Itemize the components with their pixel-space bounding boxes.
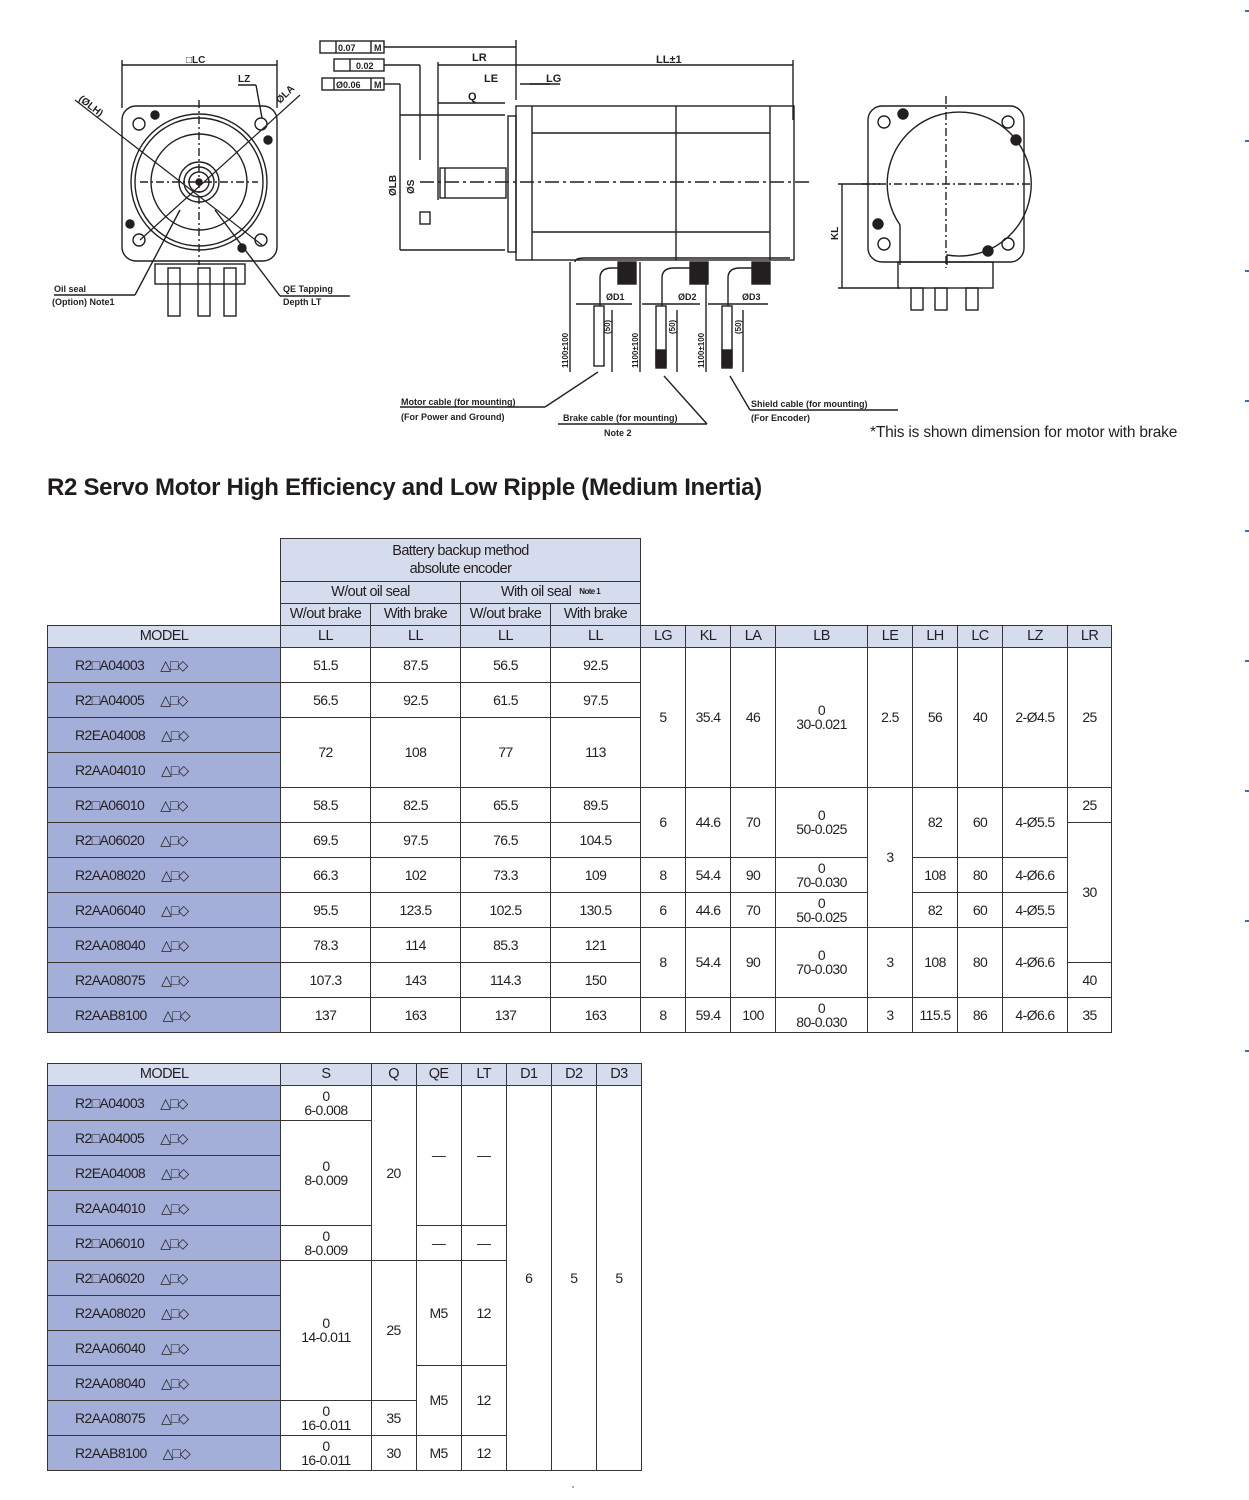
svg-text:(50): (50) — [734, 319, 743, 334]
svg-text:ØLA: ØLA — [274, 83, 298, 107]
model-cell: R2AA08020 △□◇ — [48, 858, 281, 893]
svg-text:M: M — [374, 80, 382, 90]
table-row: R2□A06010 △□◇ 58.5 82.5 65.5 89.5 6 44.6 70 0 50-0.025 3 82 60 4-Ø5.5 25 — [48, 788, 1112, 823]
brake-dimension-note: *This is shown dimension for motor with brake — [870, 424, 1178, 441]
model-cell: R2AAB8100 △□◇ — [48, 1436, 281, 1471]
model-cell: R2□A06020 △□◇ — [48, 1261, 281, 1296]
table-row: R2AA08020 △□◇ 66.3 102 73.3 109 8 54.4 90 0 70-0.030 108 80 4-Ø6.6 — [48, 858, 1112, 893]
table-row: R2□A04005 △□◇ 0 8-0.009 — [48, 1121, 642, 1156]
edge-tick — [1245, 530, 1249, 532]
svg-text:(Option) Note1: (Option) Note1 — [52, 297, 115, 307]
brake-header: W/out brake — [461, 604, 551, 626]
table-row: R2AA08040 △□◇ M5 12 — [48, 1366, 642, 1401]
col-header: LZ — [1003, 626, 1068, 648]
col-header: LL — [281, 626, 371, 648]
edge-tick — [1245, 10, 1249, 12]
col-header: LB — [776, 626, 868, 648]
model-cell: R2AA08040 △□◇ — [48, 1366, 281, 1401]
model-cell: R2□A04005 △□◇ — [48, 1121, 281, 1156]
svg-text:LE: LE — [484, 73, 499, 85]
edge-tick — [1245, 1050, 1249, 1052]
svg-text:Brake cable (for mounting): Brake cable (for mounting) — [563, 413, 678, 423]
side-view — [320, 40, 898, 438]
svg-text:□LC: □LC — [186, 55, 206, 66]
svg-text:Ø0.06: Ø0.06 — [336, 80, 361, 90]
model-cell: R2AA08040 △□◇ — [48, 928, 281, 963]
rear-view — [830, 96, 1032, 310]
col-header: LA — [731, 626, 776, 648]
model-cell: R2AAB8100 △□◇ — [48, 998, 281, 1033]
svg-text:ØD1: ØD1 — [606, 292, 625, 302]
model-cell: R2□A04003 △□◇ — [48, 648, 281, 683]
col-header: Q — [371, 1064, 416, 1086]
column-headers — [48, 626, 1112, 648]
svg-text:1100±100: 1100±100 — [697, 332, 706, 368]
edge-tick — [1245, 400, 1249, 402]
edge-tick — [1245, 790, 1249, 792]
group-header: Battery backup method absolute encoder — [281, 539, 641, 582]
column-headers — [48, 1064, 642, 1086]
table-row: R2□A04005 △□◇ 56.5 92.5 61.5 97.5 — [48, 683, 1112, 718]
svg-text:ØLB: ØLB — [388, 174, 399, 196]
model-cell: R2AA08020 △□◇ — [48, 1296, 281, 1331]
table-row: R2□A06020 △□◇ 0 14-0.011 25 M5 12 — [48, 1261, 642, 1296]
svg-text:(For Encoder): (For Encoder) — [751, 413, 811, 423]
svg-text:Shield cable (for mounting): Shield cable (for mounting) — [751, 399, 868, 409]
col-header: MODEL — [48, 1064, 281, 1086]
edge-tick — [1245, 920, 1249, 922]
table-row: R2AA08075 △□◇ 107.3 143 114.3 150 40 — [48, 963, 1112, 998]
decorative-dot — [572, 1486, 574, 1488]
model-cell: R2□A06010 △□◇ — [48, 1226, 281, 1261]
svg-text:Motor cable (for mounting): Motor cable (for mounting) — [401, 397, 516, 407]
col-header: MODEL — [48, 626, 281, 648]
model-cell: R2AA04010 △□◇ — [48, 753, 281, 788]
table-row: R2EA04008 △□◇ 72 108 77 113 — [48, 718, 1112, 753]
model-cell: R2EA04008 △□◇ — [48, 718, 281, 753]
dimension-drawings — [0, 0, 1249, 460]
col-header: S — [281, 1064, 371, 1086]
model-cell: R2AA08075 △□◇ — [48, 1401, 281, 1436]
model-cell: R2AA04010 △□◇ — [48, 1191, 281, 1226]
table-row: R2□A06020 △□◇ 69.5 97.5 76.5 104.5 30 — [48, 823, 1112, 858]
col-header: D2 — [551, 1064, 596, 1086]
table-row: R2AAB8100 △□◇ 137 163 137 163 8 59.4 100 0 80-0.030 3 115.5 86 4-Ø6.6 35 — [48, 998, 1112, 1033]
col-header: LL — [461, 626, 551, 648]
model-cell: R2AA06040 △□◇ — [48, 1331, 281, 1366]
model-cell: R2AA06040 △□◇ — [48, 893, 281, 928]
table-row: R2□A04003 △□◇ 0 6-0.008 20 — — 6 5 5 — [48, 1086, 642, 1121]
svg-text:KL: KL — [830, 226, 841, 240]
svg-text:(50): (50) — [668, 319, 677, 334]
svg-text:(ØLH): (ØLH) — [76, 93, 105, 120]
oil-seal-header: With oil seal Note 1 — [461, 582, 641, 604]
model-cell: R2□A04003 △□◇ — [48, 1086, 281, 1121]
svg-text:Depth LT: Depth LT — [283, 297, 322, 307]
table-row: R2AA08040 △□◇ 78.3 114 85.3 121 8 54.4 90 0 70-0.030 3 108 80 4-Ø6.6 — [48, 928, 1112, 963]
svg-text:ØD3: ØD3 — [742, 292, 761, 302]
svg-text:LR: LR — [472, 52, 487, 64]
dimension-table-ll — [47, 538, 1112, 1033]
table-row: R2AA08075 △□◇ 0 16-0.011 35 — [48, 1401, 642, 1436]
svg-text:Q: Q — [468, 91, 477, 103]
brake-header: With brake — [551, 604, 641, 626]
col-header: LE — [868, 626, 913, 648]
svg-text:LG: LG — [546, 73, 562, 85]
col-header: LT — [461, 1064, 506, 1086]
col-header: QE — [416, 1064, 461, 1086]
svg-text:LZ: LZ — [238, 74, 251, 85]
col-header: D3 — [596, 1064, 641, 1086]
model-cell: R2□A06010 △□◇ — [48, 788, 281, 823]
svg-text:(50): (50) — [603, 319, 612, 334]
svg-text:Note 2: Note 2 — [604, 428, 632, 438]
table-row: R2AA06040 △□◇ 95.5 123.5 102.5 130.5 6 44.6 70 0 50-0.025 82 60 4-Ø5.5 — [48, 893, 1112, 928]
col-header: LR — [1068, 626, 1112, 648]
edge-tick — [1245, 660, 1249, 662]
col-header: LC — [958, 626, 1003, 648]
table-row: R2AAB8100 △□◇ 0 16-0.011 30 M5 12 — [48, 1436, 642, 1471]
svg-text:Oil seal: Oil seal — [54, 284, 87, 294]
svg-text:1100±100: 1100±100 — [561, 332, 570, 368]
svg-text:0.02: 0.02 — [356, 61, 374, 71]
edge-tick — [1245, 140, 1249, 142]
col-header: LH — [913, 626, 958, 648]
svg-text:ØD2: ØD2 — [678, 292, 697, 302]
page-title: R2 Servo Motor High Efficiency and Low Ripple (Medium Inertia) — [47, 474, 762, 501]
table-row: R2□A06010 △□◇ 0 8-0.009 — — — [48, 1226, 642, 1261]
model-cell: R2□A04005 △□◇ — [48, 683, 281, 718]
svg-text:ØS: ØS — [406, 179, 417, 194]
front-view — [52, 55, 350, 316]
svg-text:(For Power and Ground): (For Power and Ground) — [401, 412, 505, 422]
svg-text:LL±1: LL±1 — [656, 54, 682, 66]
table-row: R2□A04003 △□◇ 51.5 87.5 56.5 92.5 5 35.4 46 0 30-0.021 2.5 56 40 2-Ø4.5 25 — [48, 648, 1112, 683]
col-header: LL — [371, 626, 461, 648]
svg-text:M: M — [374, 43, 382, 53]
oil-seal-header: W/out oil seal — [281, 582, 461, 604]
motor-outline-drawing — [0, 0, 1249, 460]
svg-text:QE Tapping: QE Tapping — [283, 284, 333, 294]
svg-text:0.07: 0.07 — [338, 43, 356, 53]
col-header: KL — [686, 626, 731, 648]
svg-text:1100±100: 1100±100 — [631, 332, 640, 368]
edge-tick — [1245, 270, 1249, 272]
dimension-table-shaft — [47, 1063, 642, 1471]
model-cell: R2EA04008 △□◇ — [48, 1156, 281, 1191]
brake-header: With brake — [371, 604, 461, 626]
col-header: D1 — [506, 1064, 551, 1086]
model-cell: R2□A06020 △□◇ — [48, 823, 281, 858]
col-header: LG — [641, 626, 686, 648]
model-cell: R2AA08075 △□◇ — [48, 963, 281, 998]
brake-header: W/out brake — [281, 604, 371, 626]
col-header: LL — [551, 626, 641, 648]
